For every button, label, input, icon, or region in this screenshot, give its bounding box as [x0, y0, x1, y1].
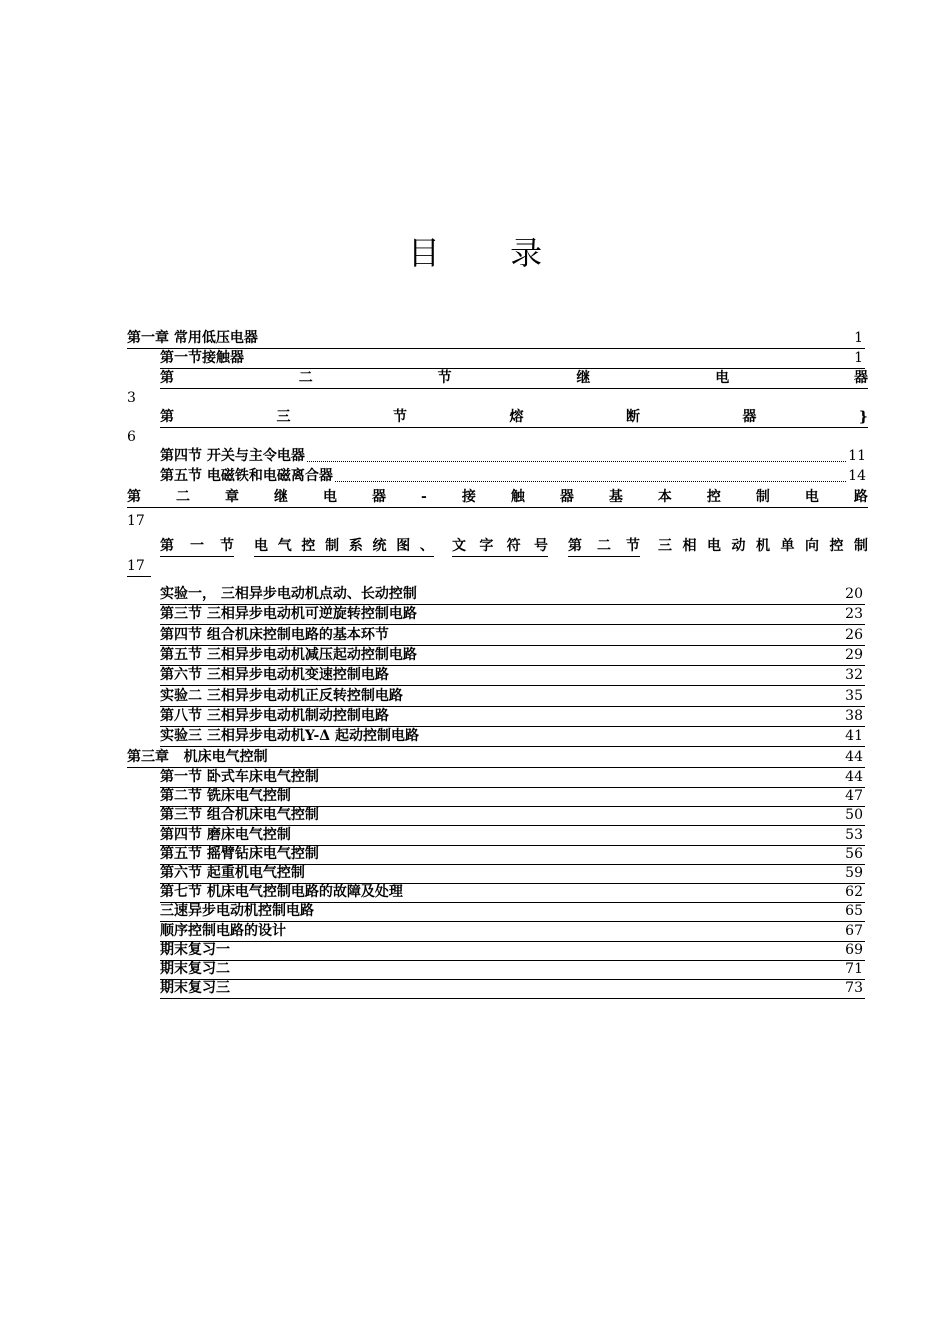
toc-page: 20 — [845, 586, 863, 602]
toc-page: 41 — [845, 728, 863, 745]
toc-page: 29 — [845, 646, 863, 663]
toc-page: 53 — [845, 826, 863, 843]
toc-entry[interactable] — [160, 727, 865, 747]
toc-page: 73 — [845, 980, 863, 997]
toc-segment — [452, 537, 548, 557]
toc-page: 1 — [854, 350, 863, 366]
toc-entry-chapter-3[interactable] — [127, 748, 865, 768]
toc-char: 路 — [853, 489, 868, 505]
toc-segment — [160, 537, 234, 557]
toc-label: 实验二 三相异步电动机正反转控制电路 — [160, 687, 403, 704]
toc-page: 50 — [845, 807, 863, 824]
toc-entry-section-1-3[interactable] — [160, 408, 868, 428]
toc-label: 第五节 电磁铁和电磁离合器 — [160, 468, 333, 484]
toc-entry-section-1-1[interactable] — [160, 349, 865, 369]
toc-char: 章 — [225, 489, 239, 505]
toc-entry[interactable] — [160, 922, 865, 942]
toc-entry[interactable] — [160, 941, 865, 961]
toc-char: 字 — [479, 538, 494, 554]
toc-char: 制 — [755, 489, 770, 505]
toc-page: 56 — [845, 845, 863, 862]
toc-label: 三速异步电动机控制电路 — [160, 903, 314, 920]
toc-char: 电 — [804, 489, 819, 505]
toc-entry[interactable] — [160, 707, 865, 727]
toc-char: 控 — [706, 489, 721, 505]
toc-label: 第二节 铣床电气控制 — [160, 788, 291, 805]
toc-char: 接 — [461, 489, 476, 505]
toc-char: 继 — [274, 489, 288, 505]
toc-char: 节 — [626, 538, 640, 554]
toc-char: 器 — [742, 409, 757, 425]
toc-entry[interactable] — [160, 902, 865, 922]
toc-char: 节 — [437, 370, 452, 386]
toc-char: 号 — [533, 538, 548, 554]
toc-entry-chapter-2[interactable] — [127, 488, 868, 508]
toc-char: 第 — [160, 370, 174, 386]
toc-page: 38 — [845, 707, 863, 724]
toc-label: 期末复习二 — [160, 961, 230, 977]
toc-char: 系 — [348, 538, 363, 554]
toc-char: - — [421, 489, 427, 505]
toc-char: 向 — [805, 538, 819, 554]
toc-page: 26 — [845, 626, 863, 643]
toc-label: 第五节 三相异步电动机减压起动控制电路 — [160, 646, 417, 663]
toc-char: 控 — [829, 538, 844, 554]
toc-char: 电 — [323, 489, 337, 505]
toc-char: 制 — [854, 538, 868, 554]
toc-char: 器 — [372, 489, 386, 505]
toc-char: 统 — [372, 538, 387, 554]
toc-char: 二 — [176, 489, 190, 505]
toc-label: 第四节 组合机床控制电路的基本环节 — [160, 626, 389, 643]
toc-char: 电 — [707, 538, 721, 554]
toc-entry[interactable] — [160, 806, 865, 826]
toc-label: 第八节 三相异步电动机制动控制电路 — [160, 707, 389, 724]
toc-entry[interactable] — [160, 626, 865, 646]
toc-char: 符 — [506, 538, 521, 554]
toc-char: 机 — [756, 538, 770, 554]
toc-page: 65 — [845, 903, 863, 920]
toc-char: 文 — [452, 538, 466, 554]
toc-page: 6 — [127, 429, 136, 445]
toc-label: 第四节 开关与主令电器 — [160, 448, 305, 464]
toc-page: 17 — [127, 557, 151, 577]
toc-label: 第一章 常用低压电器 — [127, 330, 258, 346]
toc-page: 62 — [845, 884, 863, 901]
toc-label: 第四节 磨床电气控制 — [160, 826, 291, 843]
toc-entry-section-2-1[interactable] — [160, 537, 868, 557]
toc-char: 电 — [715, 370, 730, 386]
toc-entry[interactable] — [160, 883, 865, 903]
toc-page: 3 — [127, 390, 136, 406]
toc-char: 电 — [254, 538, 268, 554]
toc-page: 23 — [845, 606, 863, 623]
toc-label: 第六节 三相异步电动机变速控制电路 — [160, 667, 389, 684]
toc-char: 第 — [160, 538, 174, 554]
toc-page: 47 — [845, 788, 863, 805]
toc-label: 顺序控制电路的设计 — [160, 922, 286, 939]
toc-char: 三 — [276, 409, 291, 425]
toc-char: 单 — [780, 538, 795, 554]
page-title: 目 录 — [407, 234, 573, 272]
toc-label: 实验一， 三相异步电动机点动、长动控制 — [160, 586, 417, 602]
toc-page: 44 — [845, 749, 863, 765]
toc-char: 本 — [657, 489, 672, 505]
toc-char: 器 — [853, 370, 868, 386]
toc-page: 1 — [854, 330, 863, 346]
toc-entry[interactable] — [160, 787, 865, 807]
toc-char: 基 — [608, 489, 623, 505]
toc-entry-chapter-1[interactable] — [127, 329, 865, 349]
toc-page: 44 — [845, 769, 863, 785]
toc-entry[interactable] — [160, 646, 865, 666]
toc-segment — [568, 537, 640, 557]
toc-label: 第一节接触器 — [160, 350, 244, 366]
toc-char: 二 — [298, 370, 313, 386]
toc-label: 期末复习一 — [160, 941, 230, 958]
toc-label: 第三章 机床电气控制 — [127, 749, 268, 765]
toc-entry[interactable] — [160, 666, 865, 686]
toc-char: 第 — [160, 409, 174, 425]
toc-page: 71 — [845, 961, 863, 977]
toc-entry-section-1-5[interactable] — [160, 467, 868, 486]
toc-entry[interactable] — [160, 845, 865, 865]
toc-page: 67 — [845, 922, 863, 939]
toc-char: 制 — [325, 538, 340, 554]
toc-char: 气 — [277, 538, 292, 554]
toc-char: } — [858, 409, 868, 425]
toc-char: 第 — [568, 538, 582, 554]
toc-label: 第五节 摇臂钻床电气控制 — [160, 845, 319, 862]
toc-entry[interactable] — [160, 687, 865, 707]
toc-label: 第一节 卧式车床电气控制 — [160, 769, 319, 785]
toc-entry[interactable] — [160, 864, 865, 884]
toc-label: 第六节 起重机电气控制 — [160, 865, 305, 881]
toc-page: 14 — [848, 468, 866, 484]
toc-label: 第七节 机床电气控制电路的故障及处理 — [160, 884, 403, 901]
toc-page: 32 — [845, 667, 863, 684]
toc-entry[interactable] — [160, 960, 865, 980]
toc-char: 第 — [127, 489, 141, 505]
toc-entry[interactable] — [160, 826, 865, 846]
toc-label: 期末复习三 — [160, 980, 230, 997]
toc-entry[interactable] — [160, 768, 865, 788]
toc-char: 相 — [682, 538, 697, 554]
toc-entry[interactable] — [160, 979, 865, 999]
toc-entry[interactable] — [160, 585, 865, 605]
toc-char: 断 — [625, 409, 640, 425]
toc-char: 图 — [396, 538, 411, 554]
toc-page: 59 — [845, 865, 863, 881]
toc-entry-section-1-4[interactable] — [160, 447, 868, 466]
toc-char: 一 — [190, 538, 204, 554]
toc-page: 17 — [127, 513, 145, 529]
toc-label: 实验三 三相异步电动机Y-Δ 起动控制电路 — [160, 728, 420, 745]
toc-char: 器 — [559, 489, 574, 505]
toc-label: 第三节 组合机床电气控制 — [160, 807, 319, 824]
toc-char: 触 — [510, 489, 525, 505]
toc-entry-section-1-2[interactable] — [160, 369, 868, 389]
toc-char: 控 — [301, 538, 316, 554]
toc-entry[interactable] — [160, 605, 865, 625]
toc-char: 二 — [597, 538, 611, 554]
toc-segment — [658, 537, 868, 556]
toc-char: 熔 — [509, 409, 524, 425]
toc-char: 动 — [731, 538, 746, 554]
toc-char: 节 — [220, 538, 234, 554]
toc-char: 继 — [576, 370, 591, 386]
toc-char: 节 — [392, 409, 407, 425]
toc-page: 11 — [848, 448, 866, 464]
toc-label: 第三节 三相异步电动机可逆旋转控制电路 — [160, 606, 417, 623]
toc-char: 三 — [658, 538, 672, 554]
toc-segment — [254, 537, 434, 557]
toc-page: 69 — [845, 941, 863, 958]
toc-page: 35 — [845, 687, 863, 704]
toc-char: 、 — [419, 538, 434, 554]
